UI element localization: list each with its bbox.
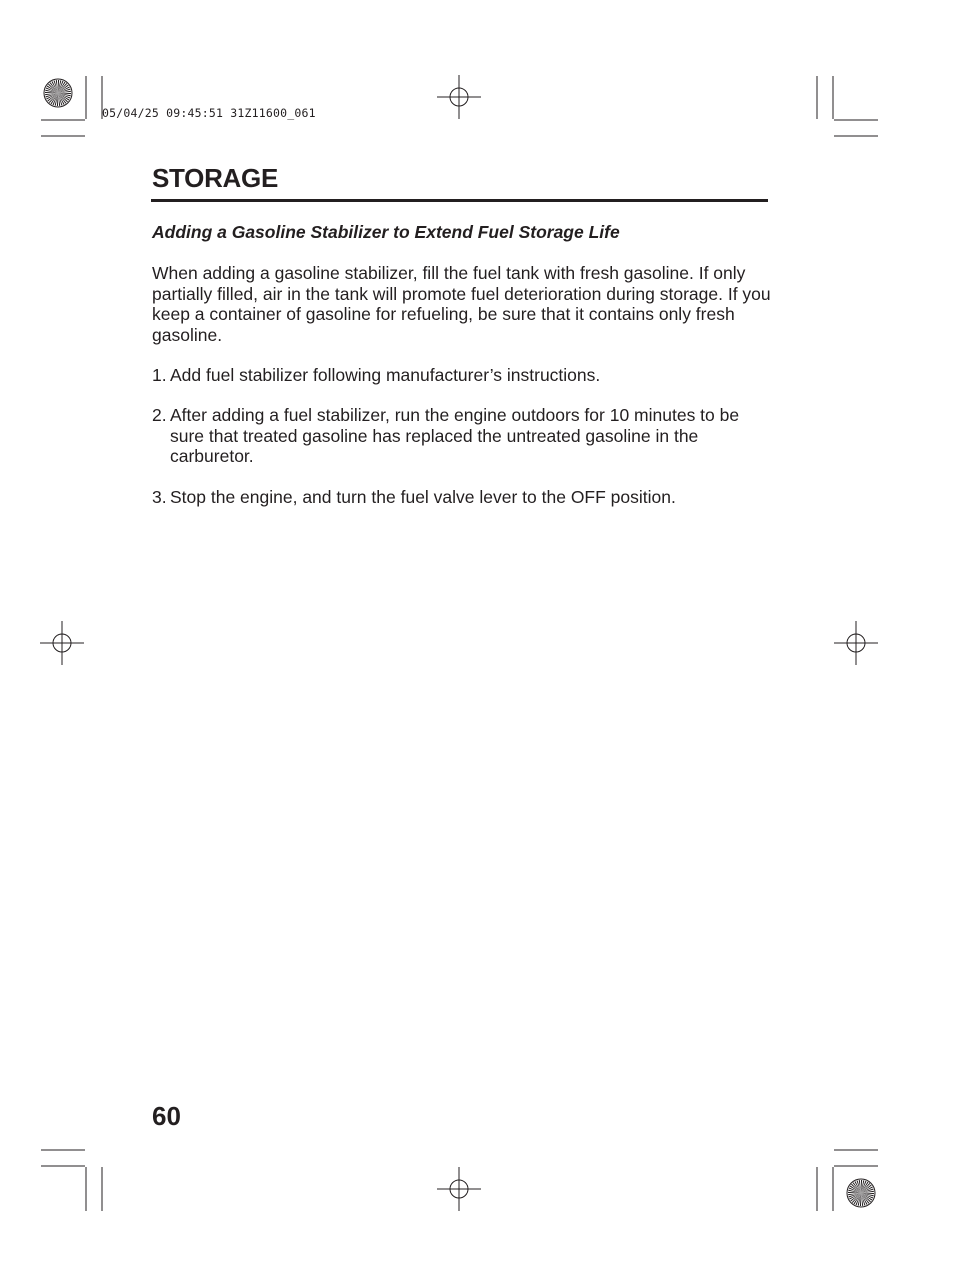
title-divider	[151, 199, 768, 202]
list-item	[152, 405, 772, 467]
registration-mark-bottom	[437, 1167, 481, 1211]
registration-mark-left	[40, 621, 84, 665]
intro-paragraph: When adding a gasoline stabilizer, fill the fuel tank with fresh gasoline. If only partially filled, air in the tank will promote fuel deterioration during storage. If you keep a container of gasoline for refueling, be sure that it contains only fresh gasoline.	[152, 263, 771, 345]
color-target-icon	[847, 1179, 875, 1207]
step-number: 2.	[152, 405, 167, 425]
step-text: Stop the engine, and turn the fuel valve lever to the OFF position.	[170, 487, 676, 507]
step-number: 3.	[152, 487, 167, 507]
color-target-icon	[44, 79, 72, 107]
print-timestamp: 05/04/25 09:45:51 31Z11600_061	[102, 106, 316, 120]
page-title: STORAGE	[152, 163, 278, 193]
section-subheading: Adding a Gasoline Stabilizer to Extend Fuel Storage Life	[152, 222, 620, 242]
page-number: 60	[152, 1101, 181, 1131]
registration-mark-right	[834, 621, 878, 665]
list-item	[152, 365, 772, 386]
step-text: Add fuel stabilizer following manufacturer’s instructions.	[170, 365, 601, 385]
list-item	[152, 487, 772, 508]
step-text: After adding a fuel stabilizer, run the engine outdoors for 10 minutes to be sure that treated gasoline has replaced the untreated gasoline in the carburetor.	[170, 405, 740, 466]
registration-mark-top	[437, 75, 481, 119]
step-number: 1.	[152, 365, 167, 385]
